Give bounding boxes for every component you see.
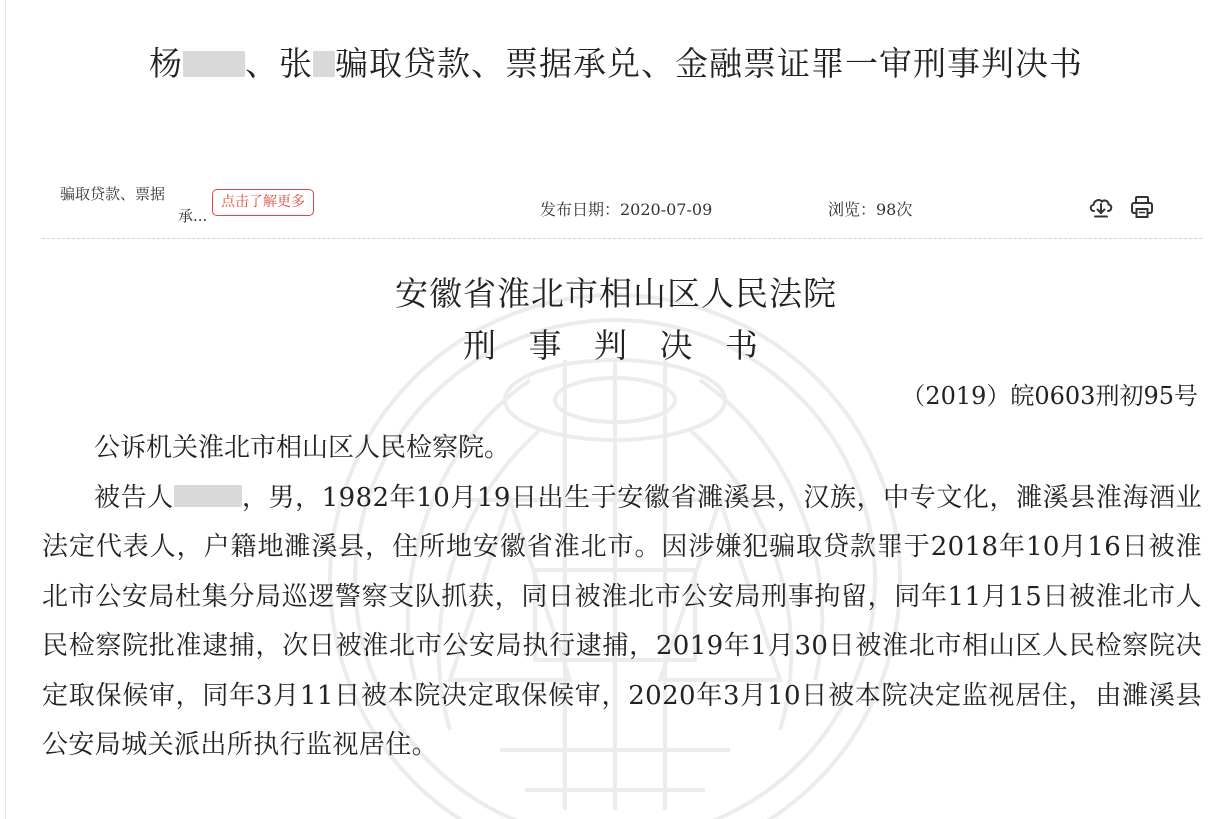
download-button[interactable] [1087, 193, 1115, 221]
case-number: （2019）皖0603刑初95号 [901, 382, 1198, 410]
title-mid: 、张 [245, 44, 313, 83]
defendant-label: 被告人 [94, 482, 174, 513]
left-border [5, 0, 6, 819]
header-divider [42, 238, 1202, 239]
defendant-paragraph [42, 474, 1202, 771]
defendant-details: ，男，1982年10月19日出生于安徽省濉溪县，汉族，中专文化，濉溪县淮海酒业法定代表人，户籍地濉溪县，住所地安徽省淮北市。因涉嫌犯骗取贷款罪于2018年10月16日被淮北市公安局杜集分局巡逻警察支队抓获，同日被淮北市公安局刑事拘留，同年11月15日被淮北市人民检察院批准逮捕，次日被淮北市公安局执行逮捕，2019年1月30日被淮北市相山区人民检察院决定取保候审，同年3月11日被本院决定取保候审，2020年3月10日被本院决定监视居住，由濉溪县公安局城关派出所执行监视居住。 [42, 482, 1203, 760]
printer-icon [1128, 193, 1156, 221]
redaction-mark [174, 485, 242, 507]
redaction-mark [183, 51, 245, 77]
case-category-line2: 承... [178, 207, 208, 225]
prosecutor-paragraph: 公诉机关淮北市相山区人民检察院。 [94, 433, 511, 463]
print-button[interactable] [1128, 193, 1156, 221]
case-category [60, 183, 214, 227]
title-suffix: 骗取贷款、票据承兑、金融票证罪一审刑事判决书 [335, 44, 1083, 83]
case-category-line1: 骗取贷款、票据 [60, 185, 166, 203]
court-name: 安徽省淮北市相山区人民法院 [395, 274, 837, 313]
document-title [0, 38, 1232, 85]
document-type: 刑 事 判 决 书 [463, 326, 769, 365]
view-count: 浏览：98次 [828, 200, 913, 219]
cloud-download-icon [1087, 193, 1115, 221]
learn-more-button[interactable]: 点击了解更多 [212, 189, 314, 216]
redaction-mark [313, 51, 335, 77]
publish-date: 发布日期：2020-07-09 [540, 200, 713, 219]
judgment-body [42, 424, 1202, 771]
title-prefix: 杨 [149, 44, 183, 83]
